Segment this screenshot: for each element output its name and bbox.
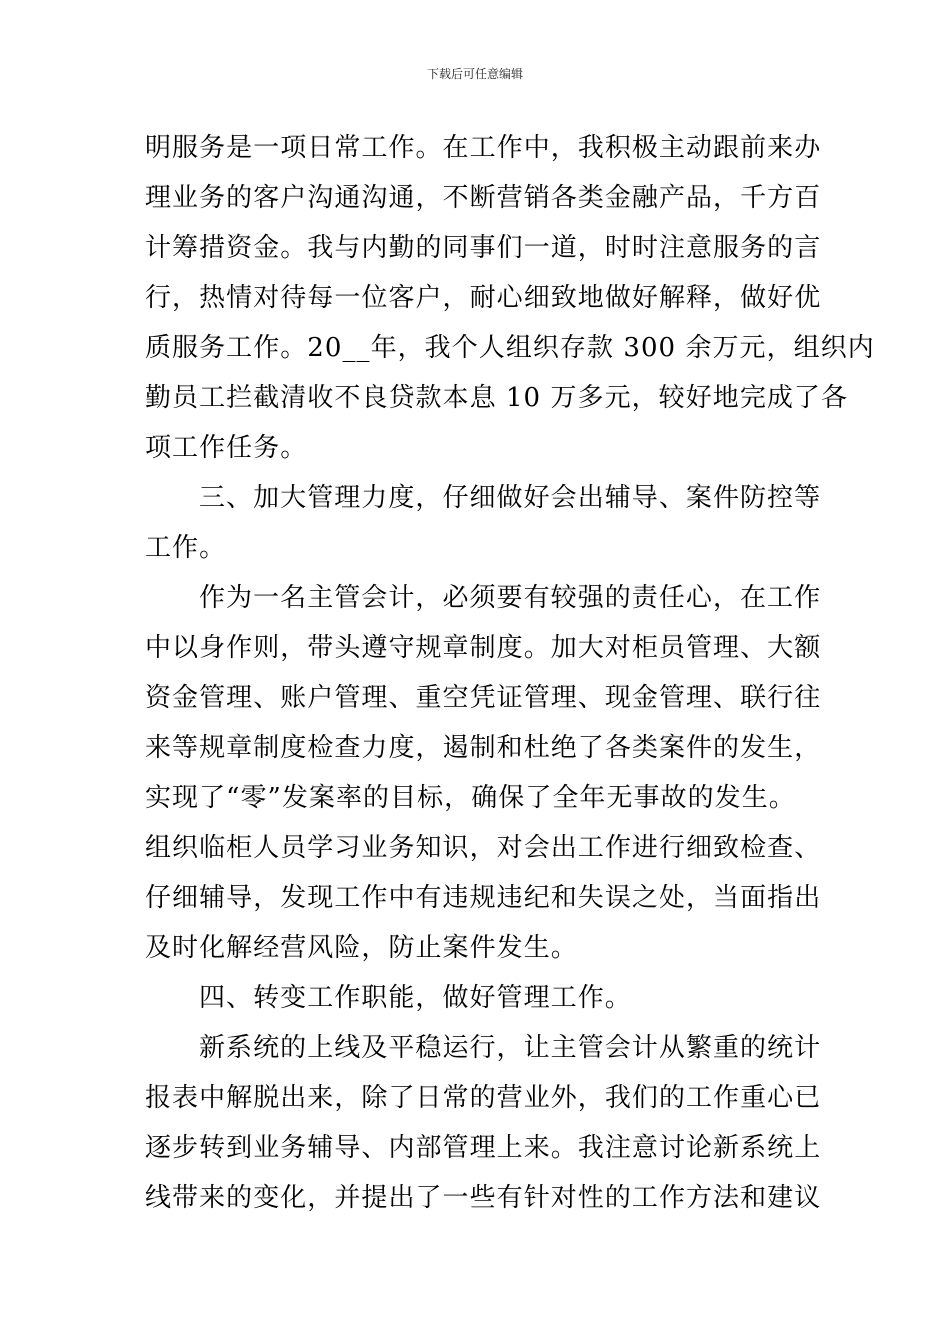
text-line: 行，热情对待每一位客户，耐心细致地做好解释，做好优: [145, 283, 822, 313]
page-header-note: 下载后可任意编辑: [426, 67, 523, 81]
text-line: 线带来的变化，并提出了一些有针对性的工作方法和建议: [145, 1183, 822, 1213]
text-line: 勤员工拦截清收不良贷款本息 10 万多元，较好地完成了各: [145, 383, 849, 413]
section-heading-4: 四、转变工作职能，做好管理工作。: [199, 983, 632, 1013]
text-line: 资金管理、账户管理、重空凭证管理、现金管理、联行往: [145, 683, 822, 713]
section-heading-3-cont: 工作。: [145, 533, 227, 563]
text-line: 明服务是一项日常工作。在工作中，我积极主动跟前来办: [145, 133, 822, 163]
text-line: 质服务工作。20__年，我个人组织存款 300 余万元，组织内: [145, 333, 875, 363]
document-body: [145, 123, 875, 1223]
text-line: 计筹措资金。我与内勤的同事们一道，时时注意服务的言: [145, 233, 822, 263]
text-line: 项工作任务。: [145, 433, 308, 463]
text-line: 及时化解经营风险，防止案件发生。: [145, 933, 578, 963]
text-line: 来等规章制度检查力度，遏制和杜绝了各类案件的发生，: [145, 733, 822, 763]
text-line: 理业务的客户沟通沟通，不断营销各类金融产品，千方百: [145, 183, 822, 213]
paragraph-start: 作为一名主管会计，必须要有较强的责任心，在工作: [199, 583, 822, 613]
text-line: 组织临柜人员学习业务知识，对会出工作进行细致检查、: [145, 833, 822, 863]
paragraph-start: 新系统的上线及平稳运行，让主管会计从繁重的统计: [199, 1033, 822, 1063]
text-line: 报表中解脱出来，除了日常的营业外，我们的工作重心已: [145, 1083, 822, 1113]
text-line: 仔细辅导，发现工作中有违规违纪和失误之处，当面指出: [145, 883, 822, 913]
text-line: 逐步转到业务辅导、内部管理上来。我注意讨论新系统上: [145, 1133, 822, 1163]
text-line: 实现了“零”发案率的目标，确保了全年无事故的发生。: [145, 783, 796, 813]
section-heading-3: 三、加大管理力度，仔细做好会出辅导、案件防控等: [199, 483, 822, 513]
text-line: 中以身作则，带头遵守规章制度。加大对柜员管理、大额: [145, 633, 822, 663]
